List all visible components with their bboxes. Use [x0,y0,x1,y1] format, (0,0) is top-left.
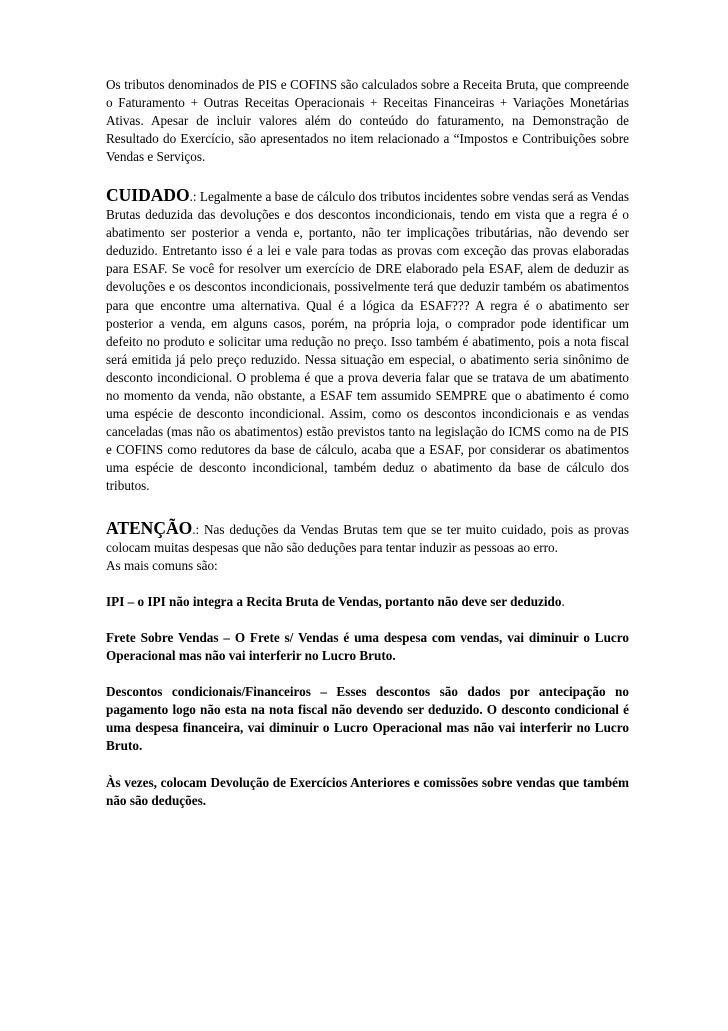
item-ipi-end: . [561,594,565,610]
atencao-body: .: Nas deduções da Vendas Brutas tem que se ter muito cuidado, pois as provas colocam muitas despesas que não são deduções para tentar induzir as pessoas ao erro. [106,522,629,556]
document-page [106,76,629,810]
cuidado-paragraph [106,186,629,495]
item-ipi [106,593,629,611]
item-descontos: Descontos condicionais/Financeiros – Esses descontos são dados por antecipação no pagamento logo não esta na nota fiscal não devendo ser deduzido. O desconto condicional é uma despesa financeira, vai diminuir o Lucro Operacional mas não vai interferir no Lucro Bruto. [106,684,629,754]
list-intro: As mais comuns são: [106,558,218,574]
item-frete: Frete Sobre Vendas – O Frete s/ Vendas é uma despesa com vendas, vai diminuir o Lucro Operacional mas não vai interferir no Lucro Bruto. [106,630,629,664]
item-devolucao: Às vezes, colocam Devolução de Exercícios Anteriores e comissões sobre vendas que também não são deduções. [106,774,629,808]
atencao-paragraph [106,519,629,557]
item-ipi-text: IPI – o IPI não integra a Recita Bruta de Vendas, portanto não deve ser deduzido [106,594,562,610]
atencao-heading: ATENÇÃO [106,518,193,539]
intro-paragraph: Os tributos denominados de PIS e COFINS são calculados sobre a Receita Bruta, que compreende o Faturamento + Outras Receitas Operacionais + Receitas Financeiras + Variações Monetárias Ativas. Apesar de incluir valores além do conteúdo do faturamento, na Demonstração de Resultado do Exercício, são apresentados no item relacionado a “Impostos e Contribuições sobre Vendas e Serviços. [106,77,629,165]
cuidado-body: .: Legalmente a base de cálculo dos tributos incidentes sobre vendas será as Vendas Brutas deduzida das devoluções e dos descontos incondicionais, tendo em vista que a regra é o abatimento ser posterior a venda e, portanto, não ter implicações tributárias, não devendo ser deduzido. Entretanto isso é a lei e vale para todas as provas com exceção das provas elaboradas para ESAF. Se você for resolver um exercício de DRE elaborado pela ESAF, alem de deduzir as devoluções e os descontos incondicionais, possivelmente terá que deduzir também os abatimentos para que encontre uma alternativa. Qual é a lógica da ESAF??? A regra é o abatimento ser posterior a venda, em alguns casos, porém, na própria loja, o comprador pode identificar um defeito no produto e solicitar uma redução no preço. Isso também é abatimento, pois a nota fiscal será emitida já pelo preço reduzido. Nessa situação em especial, o abatimento seria sinônimo de desconto incondicional. O problema é que a prova deveria falar que se tratava de um abatimento no momento da venda, não obstante, a ESAF tem assumido SEMPRE que o abatimento é como uma espécie de desconto incondicional. Assim, como os descontos incondicionais e as vendas canceladas (mas não os abatimentos) estão previstos tanto na legislação do ICMS como na de PIS e COFINS como redutores da base de cálculo, acaba que a ESAF, por considerar os abatimentos uma espécie de desconto incondicional, também deduz o abatimento da base de cálculo dos tributos. [106,189,629,493]
cuidado-heading: CUIDADO [106,185,190,206]
